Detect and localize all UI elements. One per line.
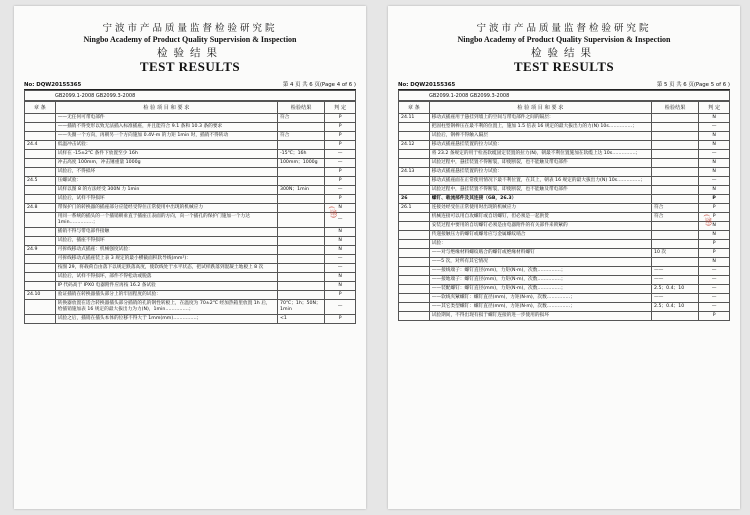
verdict-cell: P	[699, 204, 730, 213]
clause-cell	[399, 312, 430, 321]
clause-cell	[25, 132, 56, 141]
table-row	[25, 195, 356, 204]
report-number: No: DQW20155365	[24, 82, 82, 88]
verdict-cell: P	[325, 315, 356, 324]
verdict-cell: P	[699, 213, 730, 222]
table-row	[25, 123, 356, 132]
table-body	[25, 114, 356, 324]
verdict-cell: —	[325, 186, 356, 195]
table-row	[399, 240, 730, 249]
table-row	[399, 294, 730, 303]
verdict-cell: N	[325, 228, 356, 237]
verdict-cell: P	[325, 177, 356, 186]
table-row	[25, 132, 356, 141]
table-row	[25, 282, 356, 291]
item-cell: 螺钉、载流部件及其连接（GB，26.3）	[429, 195, 651, 204]
item-cell: ——插销不得变形以致无法插入标准插座，并且能符合 9.1 条和 10.3 条的要求	[55, 123, 277, 132]
item-cell: 用同一系统的插头的一个插销朝垂直于插座正表面的方向，向一个插孔的保护门施加一个力达 1min……………；	[55, 213, 277, 228]
report-meta	[398, 78, 730, 90]
item-cell: 试验后，插座不得损坏	[55, 237, 277, 246]
clause-cell	[25, 114, 56, 123]
result-cell	[651, 312, 698, 321]
verdict-cell: P	[325, 132, 356, 141]
result-cell: 2.5；0.4；10	[651, 285, 698, 294]
item-cell: 可拆线移动式插座：机械强度试验：	[55, 246, 277, 255]
verdict-cell: P	[325, 114, 356, 123]
item-cell: 移动式插座用于悬挂到墙上的空间与带电部件之间的隔层：	[429, 114, 651, 123]
result-cell	[651, 150, 698, 159]
verdict-cell: —	[325, 150, 356, 159]
col-result: 检验结果	[277, 102, 324, 114]
result-cell: ——	[651, 294, 698, 303]
result-cell: 100mm；1000g	[277, 159, 324, 168]
clause-cell	[399, 123, 430, 132]
clause-cell	[399, 276, 430, 285]
col-clause: 章 条	[399, 102, 430, 114]
table-row	[25, 291, 356, 300]
verdict-cell: N	[325, 273, 356, 282]
verdict-cell: —	[699, 150, 730, 159]
verdict-cell: P	[325, 123, 356, 132]
standard-row	[24, 90, 356, 101]
verdict-cell: —	[699, 285, 730, 294]
item-cell: 机械连接可以用自攻螺钉或自切螺钉，但必须是一起供货	[429, 213, 651, 222]
table-row	[399, 312, 730, 321]
clause-cell	[399, 213, 430, 222]
clause-cell	[399, 177, 430, 186]
result-cell	[651, 258, 698, 267]
item-cell: ——接地端子：螺钉直径(mm)，力矩(N·m)，次数……………；	[429, 276, 651, 285]
table-row	[399, 177, 730, 186]
verdict-cell: N	[699, 114, 730, 123]
clause-cell	[399, 132, 430, 141]
clause-cell: 26	[399, 195, 430, 204]
item-cell: 试验过程中，悬挂装置不得断裂，即使断裂，也不能触及带电部件	[429, 186, 651, 195]
result-cell	[277, 237, 324, 246]
table-row	[399, 285, 730, 294]
institute-name-en: Ningbo Academy of Product Quality Supervision & Inspection	[457, 35, 671, 44]
report-page-4	[14, 6, 366, 509]
table-row	[25, 237, 356, 246]
item-cell: ——5 次，对所有其它情况	[429, 258, 651, 267]
table-row	[25, 255, 356, 264]
item-cell: 转换器放置在适合转换器插头部分插销的孔的钢性转板上，在温度为 70±2℃ 经加热箱里放置 1h 后，给插销施加表 16 规定的最大拔出力为力(N)，1min……………；	[55, 300, 277, 315]
verdict-cell: N	[699, 141, 730, 150]
result-cell	[277, 264, 324, 273]
col-clause: 章 条	[25, 102, 56, 114]
result-cell	[277, 291, 324, 300]
result-cell	[277, 168, 324, 177]
verdict-cell: P	[325, 291, 356, 300]
item-cell: 把固柱型钢棒压在最不利的位置上，施加 1.5 倍表 16 规定的最大拔出力的力(N) 10s……………；	[429, 123, 651, 132]
table-row	[399, 132, 730, 141]
standard-text: GB2099.1-2008 GB2099.3-2008	[399, 91, 730, 101]
result-cell	[277, 246, 324, 255]
item-cell: 试验期间，不得出现有损于螺钉连接的进一步使用的损坏	[429, 312, 651, 321]
item-cell: 试验后，试样不得损坏	[55, 195, 277, 204]
table-row	[399, 258, 730, 267]
verdict-cell: —	[325, 213, 356, 228]
item-cell: 传递接触压力的螺钉或螺母应与金属螺纹啮合	[429, 231, 651, 240]
item-cell: 安装过程中要用的自切螺钉必须是由电器附件的有关部件来锁紧的	[429, 222, 651, 231]
result-cell	[277, 204, 324, 213]
result-cell	[277, 123, 324, 132]
verdict-cell: N	[699, 159, 730, 168]
item-cell: 移动式插座面在正常使用情况下最不利位置，在其上，朝表 16 规定的最大拔出力(N) 10s……………；	[429, 177, 651, 186]
clause-cell	[25, 186, 56, 195]
table-row	[399, 150, 730, 159]
item-cell: ——接线端子：螺钉直径(mm)，力矩(N·m)，次数……………；	[429, 267, 651, 276]
clause-cell	[25, 315, 56, 324]
result-cell	[651, 195, 698, 204]
verdict-cell: N	[325, 282, 356, 291]
item-cell: 试验之后，插销在插头本体的位移不得大于 1mm(mm)……………；	[55, 315, 277, 324]
institute-name-cn: 宁波市产品质量监督检验研究院	[476, 23, 652, 34]
report-header	[388, 20, 740, 75]
verdict-cell: N	[699, 231, 730, 240]
verdict-cell: N	[699, 186, 730, 195]
clause-cell	[25, 282, 56, 291]
item-cell: ——装配螺钉：螺钉直径(mm)，力矩(N·m)，次数……………；	[429, 285, 651, 294]
item-cell: ——无任何可带电部件	[55, 114, 277, 123]
clause-cell	[25, 300, 56, 315]
clause-cell: 26.1	[399, 204, 430, 213]
clause-cell: 24.13	[399, 168, 430, 177]
clause-cell	[25, 150, 56, 159]
verdict-cell: —	[699, 177, 730, 186]
results-table	[24, 101, 356, 324]
verdict-cell: P	[325, 168, 356, 177]
title-cn: 检验结果	[157, 47, 223, 59]
table-row	[399, 249, 730, 258]
item-cell: ——软线夹紧螺钉：螺钉直径(mm)，力矩(N·m)，次数……………；	[429, 294, 651, 303]
table-row	[25, 246, 356, 255]
clause-cell	[25, 255, 56, 264]
table-row	[25, 114, 356, 123]
clause-cell: 24.8	[25, 204, 56, 213]
item-cell: 按图 29，将载荷自由落下以规定跌落高度，使软线处于水平状态，把试样跌落到混凝土地板上 8 次	[55, 264, 277, 273]
item-cell: 试验：	[429, 240, 651, 249]
page-info: 第 4 页 共 6 页(Page 4 of 6 )	[282, 82, 356, 88]
clause-cell	[399, 285, 430, 294]
title-en: TEST RESULTS	[139, 59, 241, 74]
clause-cell: 24.5	[25, 177, 56, 186]
item-cell: 试样在 -15±2℃ 条件下放置至少 16h	[55, 150, 277, 159]
item-cell: 验证插销在转换器插头部分上的牢固程度的试验：	[55, 291, 277, 300]
item-cell: 移动式插座悬挂装置的拉力试验：	[429, 141, 651, 150]
verdict-cell: P	[325, 195, 356, 204]
page-info: 第 5 页 共 6 页(Page 5 of 6 )	[656, 82, 730, 88]
verdict-cell: N	[699, 222, 730, 231]
item-cell: 冲击高度 100mm，冲击锤重量 1000g	[55, 159, 277, 168]
result-cell: 符合	[651, 213, 698, 222]
report-number: No: DQW20155365	[398, 82, 456, 88]
clause-cell	[25, 123, 56, 132]
item-cell: 压螺试验：	[55, 177, 277, 186]
result-cell	[277, 282, 324, 291]
report-header	[14, 20, 366, 75]
clause-cell	[25, 228, 56, 237]
table-row	[399, 159, 730, 168]
verdict-cell: P	[699, 240, 730, 249]
result-cell	[651, 222, 698, 231]
col-item: 检 验 项 目 和 要 求	[429, 102, 651, 114]
clause-cell	[399, 150, 430, 159]
item-cell: ——失圈一个方向，再朝另一个方向施加 0.4V·m 的力矩 1min 时，插销不得转动	[55, 132, 277, 141]
table-row	[399, 303, 730, 312]
verdict-cell: —	[699, 294, 730, 303]
title-en: TEST RESULTS	[513, 59, 615, 74]
verdict-cell: —	[699, 123, 730, 132]
clause-cell	[399, 258, 430, 267]
clause-cell	[25, 213, 56, 228]
result-cell: 2.5；0.4；10	[651, 303, 698, 312]
item-cell: 试样以图 8 的方法经受 300N 力 1min	[55, 186, 277, 195]
item-cell: 试验后，不得损坏	[55, 168, 277, 177]
item-cell: IP 代码高于 IPX0 电器附件应再按 16.2 条试验	[55, 282, 277, 291]
table-row	[399, 204, 730, 213]
result-cell: 10 次	[651, 249, 698, 258]
result-cell	[651, 132, 698, 141]
clause-cell	[399, 303, 430, 312]
clause-cell	[399, 159, 430, 168]
col-verdict: 判 定	[325, 102, 356, 114]
result-cell: 70℃；1h；50N；1min	[277, 300, 324, 315]
clause-cell	[399, 186, 430, 195]
result-cell: 符合	[651, 204, 698, 213]
result-cell: ——	[651, 276, 698, 285]
table-row	[25, 204, 356, 213]
result-cell: 300N；1min	[277, 186, 324, 195]
item-cell: ——其它类型螺钉：螺钉直径(mm)，力矩(N·m)，次数……………；	[429, 303, 651, 312]
result-cell	[651, 186, 698, 195]
table-body	[399, 114, 730, 321]
result-cell: ——	[651, 267, 698, 276]
table-row	[399, 276, 730, 285]
item-cell: 连接处经受住正常使用时出现的机械应力	[429, 204, 651, 213]
clause-cell: 24.4	[25, 141, 56, 150]
verdict-cell: —	[699, 303, 730, 312]
result-cell: 符合	[277, 114, 324, 123]
item-cell: 试验过程中，悬挂装置不得断裂，即使断裂，也不能触及带电部件	[429, 159, 651, 168]
item-cell: 低温冲击试验：	[55, 141, 277, 150]
table-header	[25, 102, 356, 114]
verdict-cell: N	[699, 258, 730, 267]
results-table	[398, 101, 730, 321]
verdict-cell: —	[325, 300, 356, 315]
verdict-cell: —	[699, 267, 730, 276]
table-header	[399, 102, 730, 114]
result-cell	[651, 123, 698, 132]
table-row	[25, 168, 356, 177]
result-cell	[277, 195, 324, 204]
verdict-cell: N	[699, 132, 730, 141]
result-cell	[651, 114, 698, 123]
result-cell	[277, 255, 324, 264]
table-row	[399, 168, 730, 177]
clause-cell: 24.12	[399, 141, 430, 150]
table-row	[25, 264, 356, 273]
col-item: 检 验 项 目 和 要 求	[55, 102, 277, 114]
table-row	[399, 267, 730, 276]
result-cell	[651, 159, 698, 168]
clause-cell: 24.11	[399, 114, 430, 123]
table-row	[399, 195, 730, 204]
verdict-cell: —	[325, 159, 356, 168]
standard-text: GB2099.1-2008 GB2099.3-2008	[25, 91, 356, 101]
handwritten-signature: (签)	[327, 205, 338, 219]
table-row	[399, 222, 730, 231]
clause-cell	[25, 195, 56, 204]
verdict-cell: —	[325, 264, 356, 273]
table-row	[399, 231, 730, 240]
verdict-cell: P	[699, 312, 730, 321]
result-cell	[651, 177, 698, 186]
verdict-cell: —	[325, 255, 356, 264]
clause-cell	[399, 294, 430, 303]
verdict-cell: N	[325, 237, 356, 246]
table-row	[25, 315, 356, 324]
verdict-cell: N	[699, 168, 730, 177]
result-cell	[277, 141, 324, 150]
col-verdict: 判 定	[699, 102, 730, 114]
table-row	[25, 186, 356, 195]
table-row	[25, 141, 356, 150]
clause-cell	[399, 240, 430, 249]
table-row	[399, 186, 730, 195]
item-cell: 带保护门的转换器的插座部分应能经受得住正常使用中出现的机械应力	[55, 204, 277, 213]
item-cell: 可拆线移动式插座装上表 3 规定的最小横截面积软导线(mm²)：	[55, 255, 277, 264]
clause-cell	[25, 273, 56, 282]
clause-cell: 24.10	[25, 291, 56, 300]
table-row	[25, 177, 356, 186]
result-cell: -15℃；16h	[277, 150, 324, 159]
clause-cell	[25, 264, 56, 273]
verdict-cell: —	[699, 276, 730, 285]
table-row	[25, 300, 356, 315]
institute-name-cn: 宁波市产品质量监督检验研究院	[102, 23, 278, 34]
table-row	[25, 228, 356, 237]
table-row	[399, 213, 730, 222]
table-row	[25, 150, 356, 159]
item-cell: 移动式插座悬挂装置的拉力试验：	[429, 168, 651, 177]
standard-row	[398, 90, 730, 101]
title-cn: 检验结果	[531, 47, 597, 59]
result-cell	[277, 177, 324, 186]
clause-cell	[25, 237, 56, 246]
table-row	[399, 141, 730, 150]
table-row	[25, 159, 356, 168]
clause-cell	[399, 267, 430, 276]
table-row	[25, 273, 356, 282]
result-cell: <1	[277, 315, 324, 324]
result-cell: 符合	[277, 132, 324, 141]
handwritten-signature: (签)	[702, 213, 713, 227]
item-cell: 将 23.2 条规定的用于检查软缆固定装置的拉力(N)，朝最不利位置施加在软缆上达 10s……………；	[429, 150, 651, 159]
result-cell	[277, 228, 324, 237]
clause-cell	[399, 222, 430, 231]
clause-cell	[25, 159, 56, 168]
clause-cell	[399, 231, 430, 240]
clause-cell	[25, 168, 56, 177]
table-row	[399, 123, 730, 132]
item-cell: 试验后，钢棒不得触入隔层	[429, 132, 651, 141]
table-row	[25, 213, 356, 228]
item-cell: 试验后，试样不得损坏，部件不得松动或脱落	[55, 273, 277, 282]
col-result: 检验结果	[651, 102, 698, 114]
result-cell	[651, 168, 698, 177]
verdict-cell: P	[325, 141, 356, 150]
item-cell: 插销不得与带电部件接触	[55, 228, 277, 237]
result-cell	[651, 240, 698, 249]
result-cell	[651, 141, 698, 150]
report-page-5	[388, 6, 740, 509]
verdict-cell: P	[699, 195, 730, 204]
result-cell	[651, 231, 698, 240]
verdict-cell: N	[325, 246, 356, 255]
report-meta	[24, 78, 356, 90]
item-cell: ——对与绝缘材料螺纹啮合的螺钉或绝缘材料螺钉	[429, 249, 651, 258]
verdict-cell: P	[699, 249, 730, 258]
clause-cell: 24.9	[25, 246, 56, 255]
table-row	[399, 114, 730, 123]
institute-name-en: Ningbo Academy of Product Quality Supervision & Inspection	[83, 35, 297, 44]
verdict-cell: N	[325, 204, 356, 213]
clause-cell	[399, 249, 430, 258]
result-cell	[277, 273, 324, 282]
result-cell	[277, 213, 324, 228]
